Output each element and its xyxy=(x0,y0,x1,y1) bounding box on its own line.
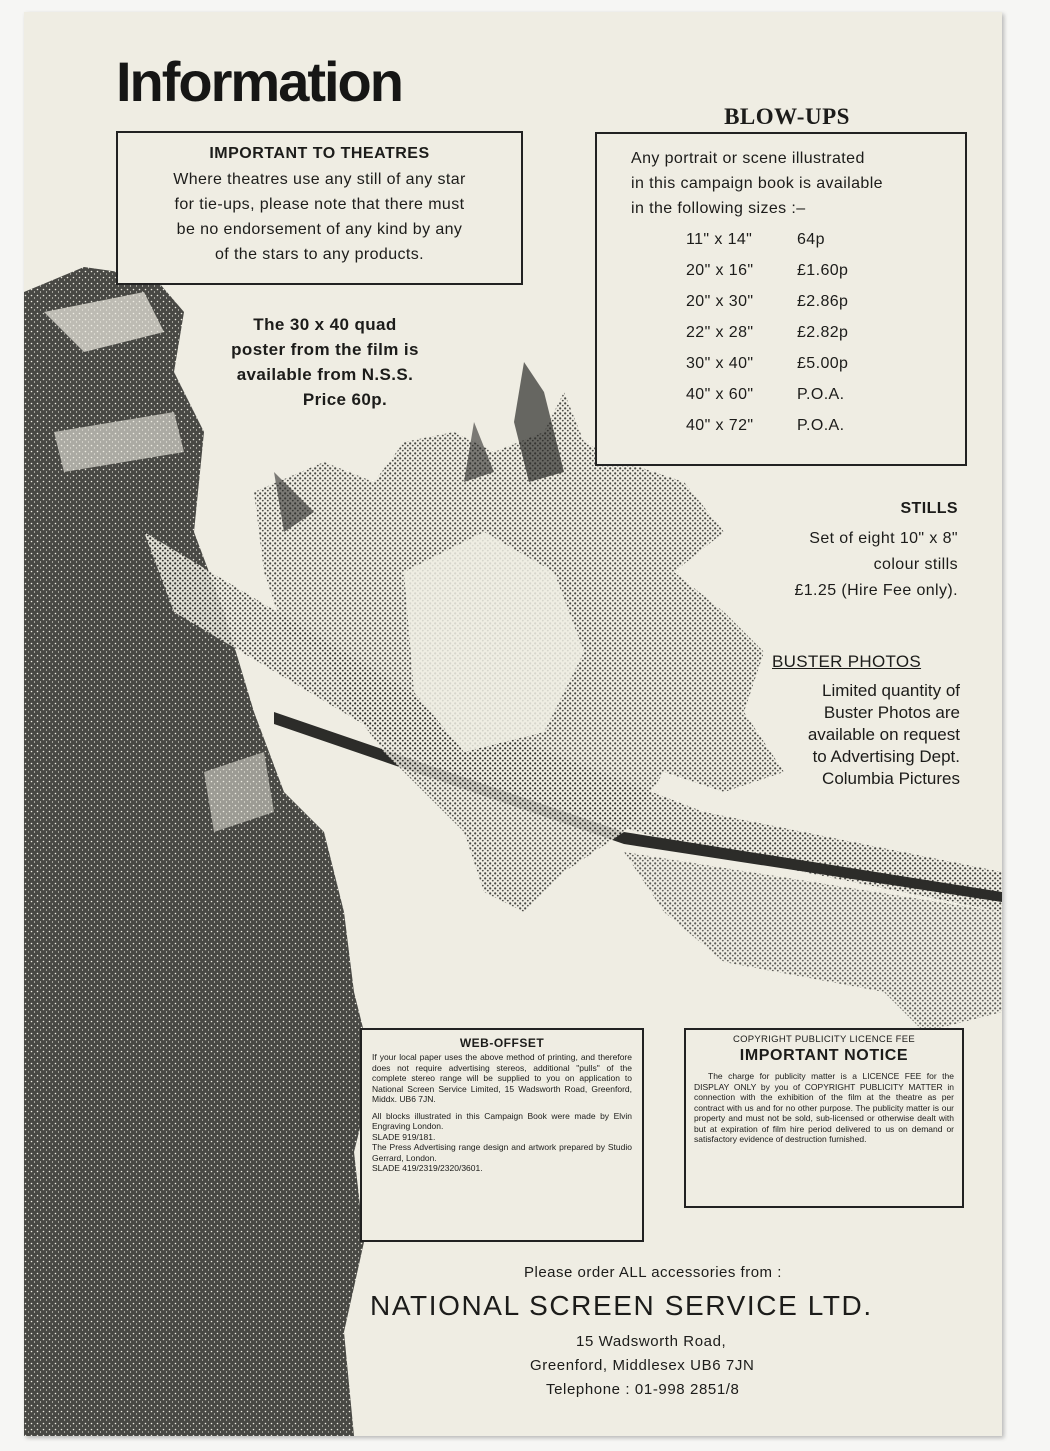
buster-photos-heading: BUSTER PHOTOS xyxy=(772,652,922,671)
web-offset-slade2: SLADE 419/2319/2320/3601. xyxy=(372,1163,483,1173)
notice-subheading: COPYRIGHT PUBLICITY LICENCE FEE xyxy=(732,1034,916,1045)
web-offset-heading: WEB-OFFSET xyxy=(459,1036,545,1050)
size-row: 40" x 72" P.O.A. xyxy=(686,417,845,434)
blow-ups-size-list xyxy=(597,225,965,442)
size-row: 22" x 28" £2.82p xyxy=(686,324,849,341)
important-notice-box xyxy=(684,1028,964,1208)
buster-photos-text: Limited quantity of Buster Photos are available on request to Advertising Dept. Columbia Pictures xyxy=(807,681,960,788)
web-offset-para3: The Press Advertising range design and artwork prepared by Studio Gerrard, London. xyxy=(372,1142,632,1163)
web-offset-para2: All blocks illustrated in this Campaign Book were made by Elvin Engraving London. xyxy=(372,1110,632,1131)
size-row: 11" x 14" 64p xyxy=(686,231,825,248)
notice-heading: IMPORTANT NOTICE xyxy=(739,1047,909,1064)
company-address: 15 Wadsworth Road, Greenford, Middlesex UB6 7JN Telephone : 01-998 2851/8 xyxy=(530,1333,755,1398)
order-intro: Please order ALL accessories from : xyxy=(524,1264,782,1281)
web-offset-para1: If your local paper uses the above method of printing, and therefore does not require advertising stereos, additional "pulls" of the complete stereo range will be supplied to you on application to National Screen Service Limited, 15 Wadsworth Road, Greenford, Middx. UB6 7JN. xyxy=(372,1052,632,1104)
stills-text: Set of eight 10" x 8" colour stills £1.25 (Hire Fee only). xyxy=(794,530,958,599)
important-to-theatres-text: Where theatres use any still of any star for tie-ups, please note that there must be no endorsement of any kind by any of the stars to any products. xyxy=(173,171,466,263)
company-name: NATIONAL SCREEN SERVICE LTD. xyxy=(370,1290,873,1321)
blow-ups-box xyxy=(595,132,967,466)
stills-heading: STILLS xyxy=(900,500,958,517)
page-title: Information xyxy=(116,50,402,113)
campaign-book-page xyxy=(24,12,1002,1436)
important-to-theatres-heading: IMPORTANT TO THEATRES xyxy=(209,145,430,162)
notice-body: The charge for publicity matter is a LICENCE FEE for the DISPLAY ONLY by you of COPYRIGHT PUBLICITY MATTER in connection with the exhibition of the film at the theatre as per contract with us and for no other purpose. The publicity matter is our property and must not be sold, sub-licensed or otherwise dealt with but at expiration of film hire period delivered to us on demand or satisfactory evidence of destruction furnished. xyxy=(694,1071,954,1144)
size-row: 20" x 16" £1.60p xyxy=(686,262,849,279)
quad-poster-note: The 30 x 40 quad poster from the film is available from N.S.S. Price 60p. xyxy=(231,315,419,409)
size-row: 30" x 40" £5.00p xyxy=(686,355,849,372)
important-to-theatres-box xyxy=(116,131,523,285)
size-row: 40" x 60" P.O.A. xyxy=(686,386,845,403)
web-offset-box xyxy=(360,1028,644,1242)
blow-ups-intro: Any portrait or scene illustrated in this campaign book is available in the following sizes :– xyxy=(631,150,883,217)
web-offset-slade1: SLADE 919/181. xyxy=(372,1131,436,1142)
blow-ups-heading: BLOW-UPS xyxy=(724,104,850,129)
size-row: 20" x 30" £2.86p xyxy=(686,293,849,310)
